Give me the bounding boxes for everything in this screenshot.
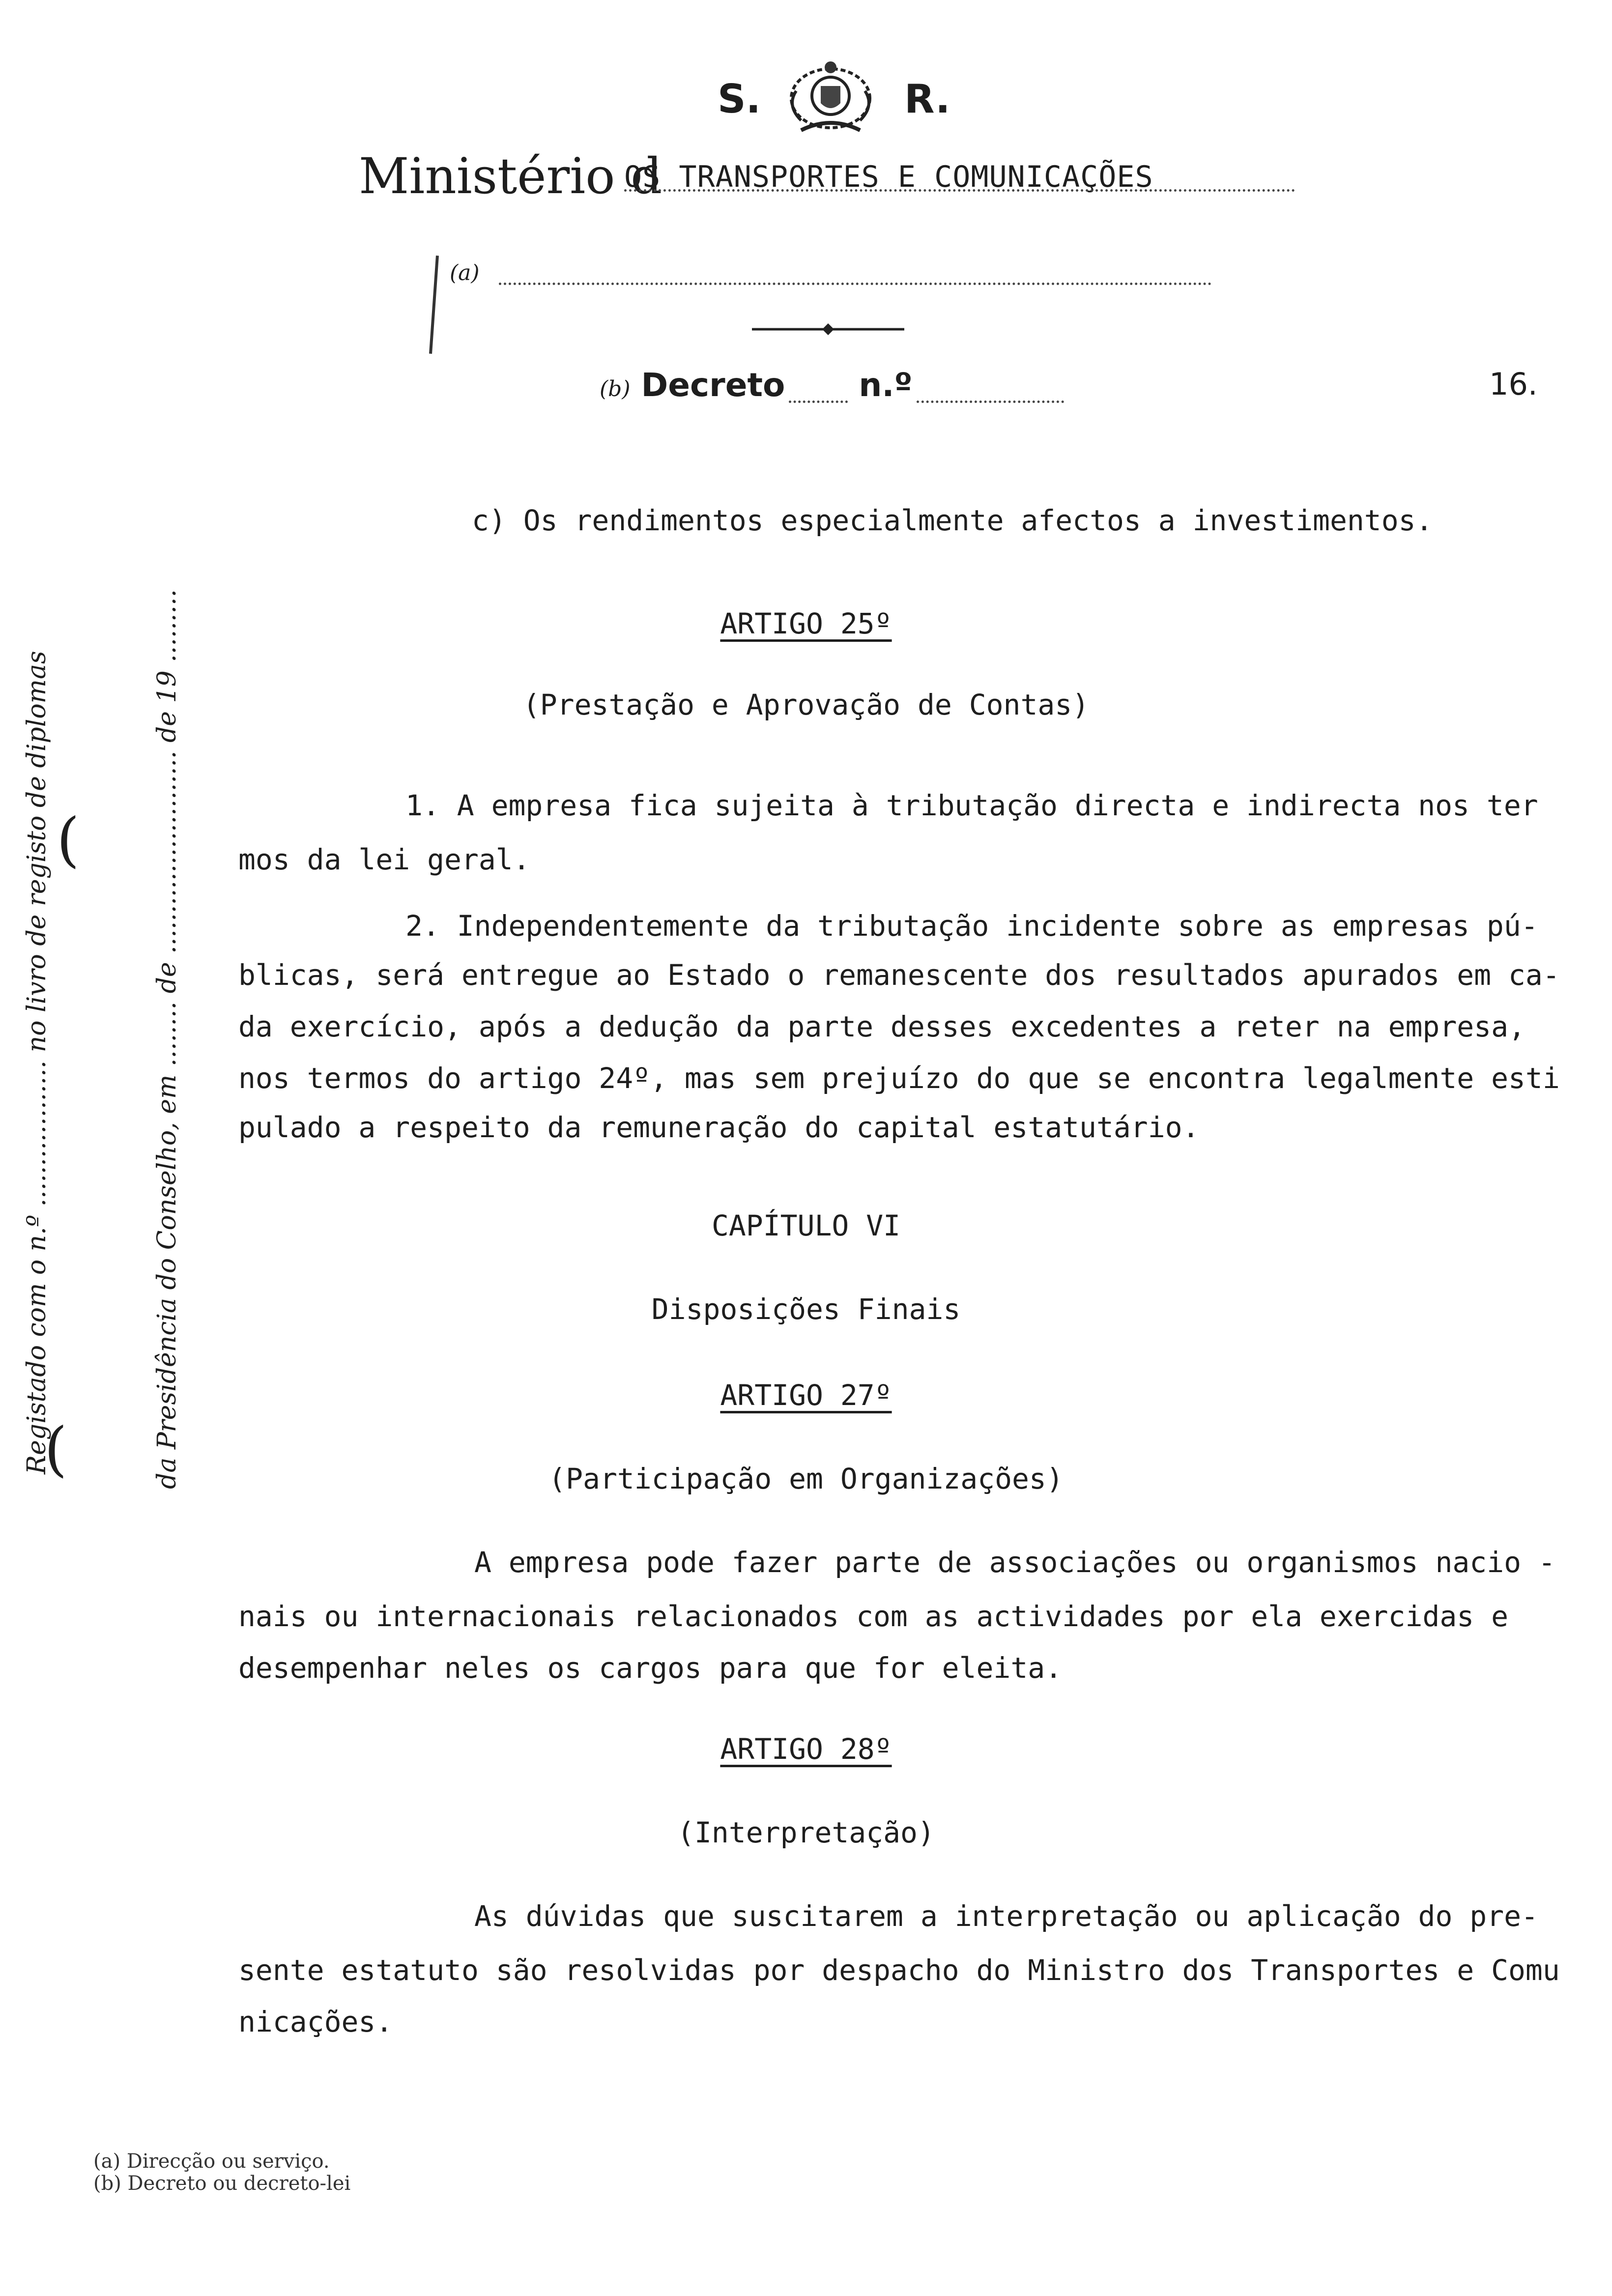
article-25-p2-line1: 2. Independentemente da tributação incidente sobre as empresas pú- (405, 909, 1538, 943)
initial-s: S. (718, 76, 761, 122)
article-28-subtitle: (Interpretação) (677, 1816, 935, 1849)
coat-of-arms-icon (781, 57, 880, 140)
article-25-p1-line1: 1. A empresa fica sujeita à tributação directa e indirecta nos ter (405, 789, 1538, 822)
stamp-open-paren: ( (44, 1415, 67, 1484)
article-27-line2: nais ou internacionais relacionados com as actividades por ela exercidas e (238, 1600, 1509, 1633)
direction-label: (a) (450, 260, 480, 286)
page-number: 16. (1489, 366, 1538, 402)
article-28-line3: nicações. (238, 2005, 393, 2038)
ministry-name: OS TRANSPORTES E COMUNICAÇÕES (624, 160, 1153, 194)
article-25-p2-line4: nos termos do artigo 24º, mas sem prejuízo do que se encontra legalmente esti (238, 1062, 1560, 1095)
footnote-b: (b) Decreto ou decreto-lei (93, 2172, 351, 2195)
margin-bracket (429, 256, 439, 354)
decree-number-dotted-line (917, 401, 1064, 403)
article-25-p2-line2: blicas, será entregue ao Estado o remanescente dos resultados apurados em ca- (238, 958, 1560, 992)
chapter-title: CAPÍTULO VI (711, 1209, 901, 1242)
decree-line (600, 366, 913, 404)
ministry-prefix: Ministério d (359, 147, 662, 205)
article-27-title: ARTIGO 27º (720, 1378, 892, 1412)
decree-dotted-line (789, 401, 848, 403)
article-27-line1: A empresa pode fazer parte de associações ou organismos nacio - (474, 1546, 1555, 1579)
letterhead-seal (698, 57, 973, 145)
article-25-p2-line3: da exercício, após a dedução da parte desses excedentes a reter na empresa, (238, 1010, 1526, 1043)
item-c: c) Os rendimentos especialmente afectos a investimentos. (472, 504, 1433, 537)
decree-number-label: n.º (859, 366, 913, 404)
ministry-dotted-line (624, 189, 1295, 192)
registry-stamp-line1: Registado com o n.º .................. no livro de registo de diplomas (22, 651, 52, 1474)
footnote-a: (a) Direcção ou serviço. (93, 2150, 330, 2173)
article-28-line1: As dúvidas que suscitarem a interpretação ou aplicação do pre- (474, 1899, 1538, 1933)
direction-dotted-line (499, 283, 1211, 285)
article-25-title: ARTIGO 25º (720, 607, 892, 640)
divider-ornament-icon (752, 322, 904, 337)
article-25-subtitle: (Prestação e Aprovação de Contas) (522, 688, 1090, 721)
chapter-subtitle: Disposições Finais (651, 1292, 961, 1326)
decree-label: Decreto (641, 366, 785, 404)
article-27-subtitle: (Participação em Organizações) (548, 1462, 1064, 1495)
decree-b-label: (b) (600, 376, 631, 402)
article-28-title: ARTIGO 28º (720, 1732, 892, 1766)
article-25-p1-line2: mos da lei geral. (238, 843, 530, 876)
article-28-line2: sente estatuto são resolvidas por despacho do Ministro dos Transportes e Comu (238, 1953, 1560, 1987)
registry-stamp-line2: da Presidência do Conselho, em ........ de ......................... de 19 ......... (152, 589, 182, 1489)
stamp-open-paren-top: ( (57, 806, 80, 874)
article-25-p2-line5: pulado a respeito da remuneração do capital estatutário. (238, 1111, 1200, 1144)
article-27-line3: desempenhar neles os cargos para que for eleita. (238, 1651, 1063, 1685)
initial-r: R. (904, 76, 950, 122)
